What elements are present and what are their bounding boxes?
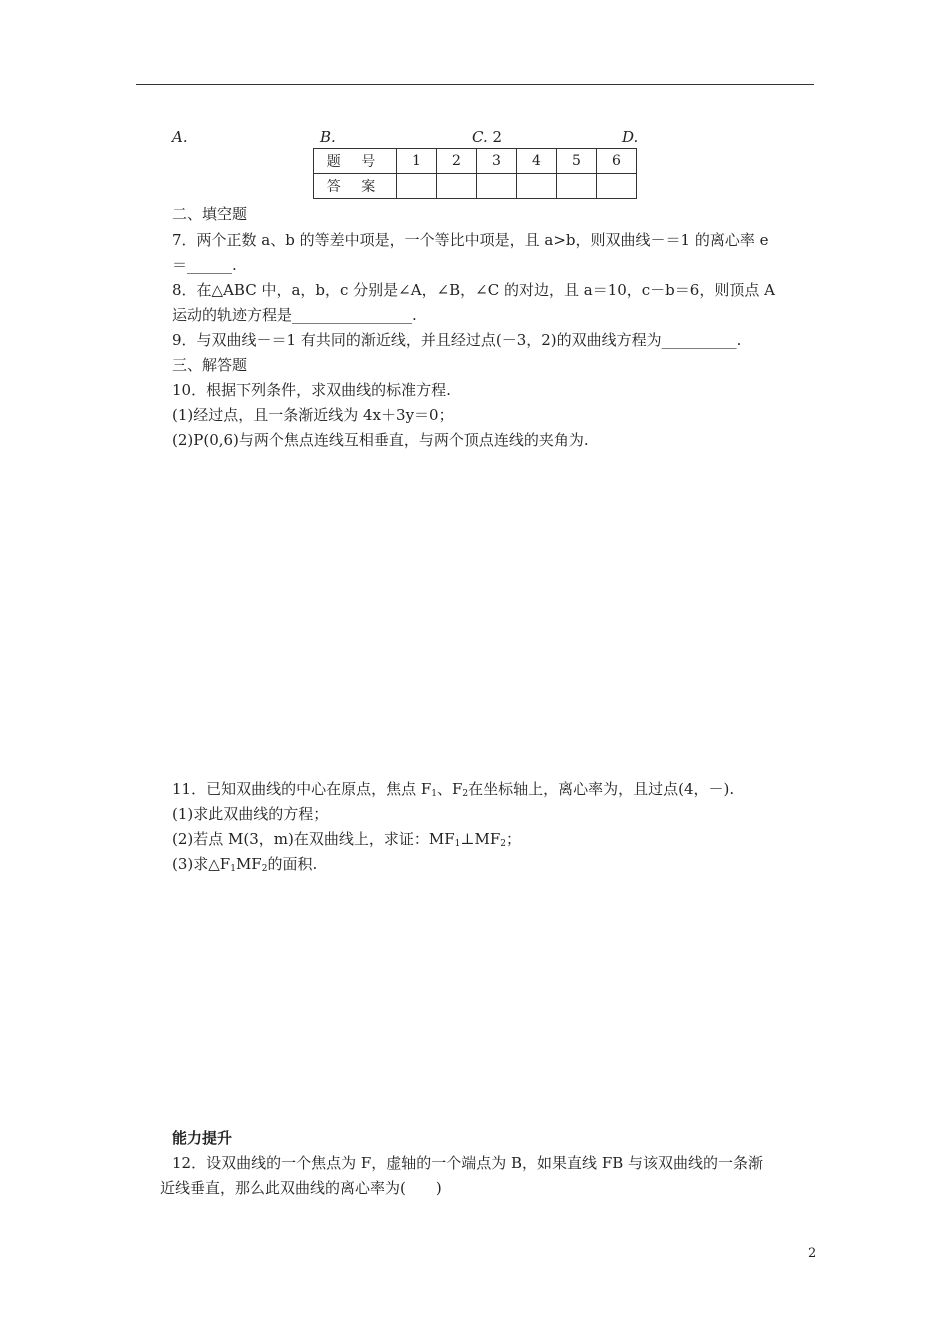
- answer-cell[interactable]: [597, 174, 637, 199]
- subscript: 2: [261, 864, 268, 874]
- ability-section-title: 能力提升: [172, 1129, 233, 1147]
- number-header-cell: 题 号: [314, 149, 397, 174]
- number-cell: 4: [517, 149, 557, 174]
- answer-table-answer-row: [314, 174, 637, 199]
- number-cell: 3: [477, 149, 517, 174]
- option-b: B.: [320, 128, 336, 146]
- section-solve-title: 三、解答题: [172, 356, 248, 374]
- q11-2-text-c: ；: [505, 830, 521, 848]
- question-12-line-2: 近线垂直，那么此双曲线的离心率为( ): [160, 1179, 442, 1197]
- answer-cell[interactable]: [437, 174, 477, 199]
- question-8-line-1: 8．在△ABC 中，a，b，c 分别是∠A，∠B，∠C 的对边，且 a＝10，c－b＝6，则顶点 A: [172, 281, 775, 299]
- header-rule: [136, 84, 814, 85]
- question-7-line-1: 7．两个正数 a、b 的等差中项是，一个等比中项是，且 a>b，则双曲线－＝1 的离心率 e: [172, 231, 769, 249]
- option-c-value: 2: [492, 128, 503, 146]
- question-10-part-2: (2)P(0,6)与两个焦点连线互相垂直，与两个顶点连线的夹角为.: [172, 431, 589, 449]
- option-d: D.: [622, 128, 639, 146]
- question-10-part-1: (1)经过点，且一条渐近线为 4x＋3y＝0；: [172, 406, 454, 424]
- option-a: A.: [172, 128, 188, 146]
- answer-table: [313, 148, 637, 199]
- answer-cell[interactable]: [517, 174, 557, 199]
- option-c: [472, 128, 502, 146]
- q11-2-text-a: (2)若点 M(3，m)在双曲线上，求证：MF: [172, 830, 455, 848]
- number-cell: 1: [397, 149, 437, 174]
- answer-cell[interactable]: [557, 174, 597, 199]
- question-7-line-2: ＝______.: [172, 256, 237, 274]
- number-cell: 6: [597, 149, 637, 174]
- subscript: 1: [230, 864, 236, 874]
- number-cell: 2: [437, 149, 477, 174]
- q11-3-text-c: 的面积.: [267, 855, 318, 873]
- answer-table-number-row: [314, 149, 637, 174]
- answer-cell[interactable]: [397, 174, 437, 199]
- answer-cell[interactable]: [477, 174, 517, 199]
- q11-text-a: 11．已知双曲线的中心在原点，焦点 F: [172, 780, 432, 798]
- question-11-part-2: [172, 829, 521, 854]
- q11-3-text-b: MF: [235, 855, 262, 873]
- subscript: 2: [462, 789, 469, 799]
- question-9: 9．与双曲线－＝1 有共同的渐近线，并且经过点(－3，2)的双曲线方程为__________.: [172, 331, 742, 349]
- q11-text-b: 、F: [437, 780, 463, 798]
- question-8-line-2: 运动的轨迹方程是________________.: [172, 306, 417, 324]
- q11-3-text-a: (3)求△F: [172, 855, 231, 873]
- number-cell: 5: [557, 149, 597, 174]
- subscript: 2: [500, 839, 506, 849]
- option-c-label: C.: [472, 128, 488, 146]
- question-11-part-1: (1)求此双曲线的方程；: [172, 805, 329, 823]
- question-11-title: [172, 779, 734, 804]
- q11-text-c: 在坐标轴上，离心率为，且过点(4，－).: [468, 780, 735, 798]
- q11-2-text-b: ⊥MF: [460, 830, 501, 848]
- question-12-line-1: 12．设双曲线的一个焦点为 F，虚轴的一个端点为 B，如果直线 FB 与该双曲线的一条渐: [172, 1154, 764, 1172]
- section-fill-blank-title: 二、填空题: [172, 205, 248, 223]
- question-11-part-3: [172, 854, 317, 879]
- subscript: 1: [431, 789, 437, 799]
- subscript: 1: [454, 839, 461, 849]
- question-10-title: 10．根据下列条件，求双曲线的标准方程.: [172, 381, 451, 399]
- page-number: 2: [808, 1246, 817, 1261]
- answer-header-cell: 答 案: [314, 174, 397, 199]
